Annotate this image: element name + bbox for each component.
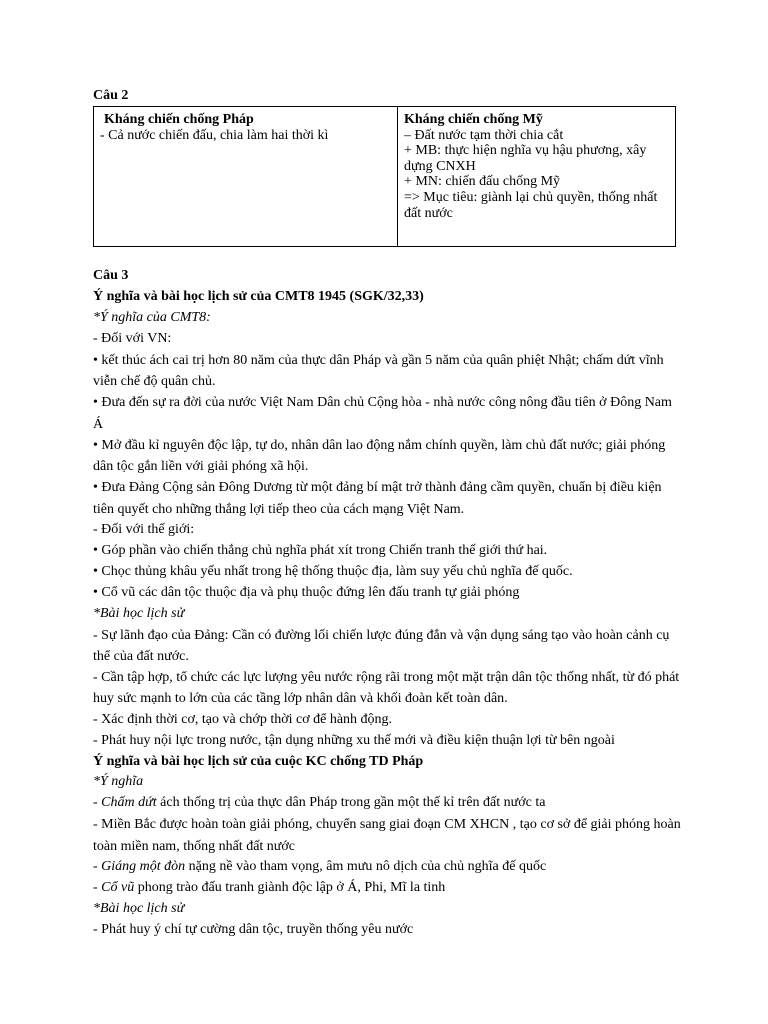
bullet-item: • Chọc thủng khâu yếu nhất trong hệ thống thuộc địa, làm suy yếu chủ nghĩa đế quốc.: [93, 563, 573, 579]
lesson-item: - Sự lãnh đạo của Đảng: Cần có đường lối chiến lược đúng đắn và vận dụng sáng tạo vào hoàn cảnh cụ thể của đất nước.: [93, 627, 670, 664]
meaning-item-prefix: -: [93, 858, 102, 874]
french-resistance-cell: [94, 107, 398, 247]
subheading-lesson-cmt8: *Bài học lịch sử: [93, 605, 185, 621]
comparison-row: [94, 107, 676, 247]
meaning-item-emphasis: Giáng một đòn: [101, 858, 186, 874]
meaning-item-text: nặng nề vào tham vọng, âm mưu nô dịch của chủ nghĩa đế quốc: [185, 858, 547, 874]
meaning-item: [93, 857, 683, 878]
bullet-item: • kết thúc ách cai trị hơn 80 năm của thực dân Pháp và gần 5 năm của quân phiệt Nhật; chấm dứt vĩnh viễn chế độ quân chủ.: [93, 352, 664, 389]
american-resistance-line: + MB: thực hiện nghĩa vụ hậu phương, xây dựng CNXH: [404, 143, 647, 174]
american-resistance-title: Kháng chiến chống Mỹ: [404, 112, 543, 127]
question-2-heading: Câu 2: [93, 88, 129, 103]
meaning-item-emphasis: Cổ vũ: [101, 879, 135, 895]
american-resistance-line: => Mục tiêu: giành lại chủ quyền, thống nhất đất nước: [404, 189, 658, 221]
meaning-item: - Miền Bắc được hoàn toàn giải phóng, chuyển sang giai đoạn CM XHCN , tạo cơ sở để giải phóng hoàn toàn miền nam, thống nhất đất nước: [93, 817, 681, 854]
french-resistance-line: - Cả nước chiến đấu, chia làm hai thời kì: [100, 127, 329, 143]
bullet-item: • Mở đầu kỉ nguyên độc lập, tự do, nhân dân lao động nắm chính quyền, làm chủ đất nước; giải phóng dân tộc gắn liền với giải phóng xã hội.: [93, 437, 666, 475]
document-page: [93, 87, 683, 940]
subheading-meaning-cmt8: *Ý nghĩa của CMT8:: [93, 309, 211, 325]
meaning-item-prefix: -: [93, 879, 102, 895]
american-resistance-line: – Đất nước tạm thời chia cắt: [404, 127, 564, 143]
section-title-cmt8: Ý nghĩa và bài học lịch sử của CMT8 1945 (SGK/32,33): [93, 288, 424, 304]
comparison-table: [93, 106, 676, 247]
lesson-item: - Xác định thời cơ, tạo và chớp thời cơ để hành động.: [93, 711, 393, 727]
world-label: - Đối với thế giới:: [93, 522, 195, 537]
meaning-item: [93, 878, 683, 899]
bullet-item: • Cổ vũ các dân tộc thuộc địa và phụ thuộc đứng lên đấu tranh tự giải phóng: [93, 584, 520, 600]
american-resistance-cell: [398, 107, 676, 247]
meaning-item-text: ách thống trị của thực dân Pháp trong gần một thế kỉ trên đất nước ta: [156, 795, 546, 811]
french-resistance-title: Kháng chiến chống Pháp: [104, 112, 254, 127]
vietnam-label: - Đối với VN:: [93, 330, 172, 346]
meaning-item: [93, 793, 683, 814]
meaning-item-emphasis: Chấm dứt: [101, 795, 157, 811]
section-title-french-resistance: Ý nghĩa và bài học lịch sử của cuộc KC chống TD Pháp: [93, 753, 424, 769]
question-3-heading: Câu 3: [93, 268, 129, 283]
bullet-item: • Đưa đến sự ra đời của nước Việt Nam Dân chủ Cộng hòa - nhà nước công nông đầu tiên ở Đông Nam Á: [93, 395, 672, 432]
lesson-item: - Phát huy ý chí tự cường dân tộc, truyền thống yêu nước: [93, 921, 414, 937]
meaning-item-text: phong trào đấu tranh giành độc lập ở Á, Phi, Mĩ la tinh: [134, 879, 446, 895]
bullet-item: • Đưa Đảng Cộng sản Đông Dương từ một đảng bí mật trở thành đảng cầm quyền, chuẩn bị điều kiện tiên quyết cho những thắng lợi tiếp theo của cách mạng Việt Nam.: [93, 480, 662, 517]
bullet-item: • Góp phần vào chiến thắng chủ nghĩa phát xít trong Chiến tranh thế giới thứ hai.: [93, 542, 548, 558]
subheading-lesson-french-resistance: *Bài học lịch sử: [93, 900, 185, 916]
american-resistance-line: + MN: chiến đấu chống Mỹ: [404, 174, 561, 190]
subheading-meaning-french-resistance: *Ý nghĩa: [93, 774, 144, 790]
meaning-item-prefix: -: [93, 795, 102, 811]
lesson-item: - Phát huy nội lực trong nước, tận dụng những xu thế mới và điều kiện thuận lợi từ bên ngoài: [93, 732, 615, 748]
lesson-item: - Cần tập hợp, tổ chức các lực lượng yêu nước rộng rãi trong một mặt trận dân tộc thống nhất, từ đó phát huy sức mạnh to lớn của các tầng lớp nhân dân và khối đoàn kết toàn dân.: [93, 670, 680, 707]
question-3-section: [93, 266, 683, 940]
